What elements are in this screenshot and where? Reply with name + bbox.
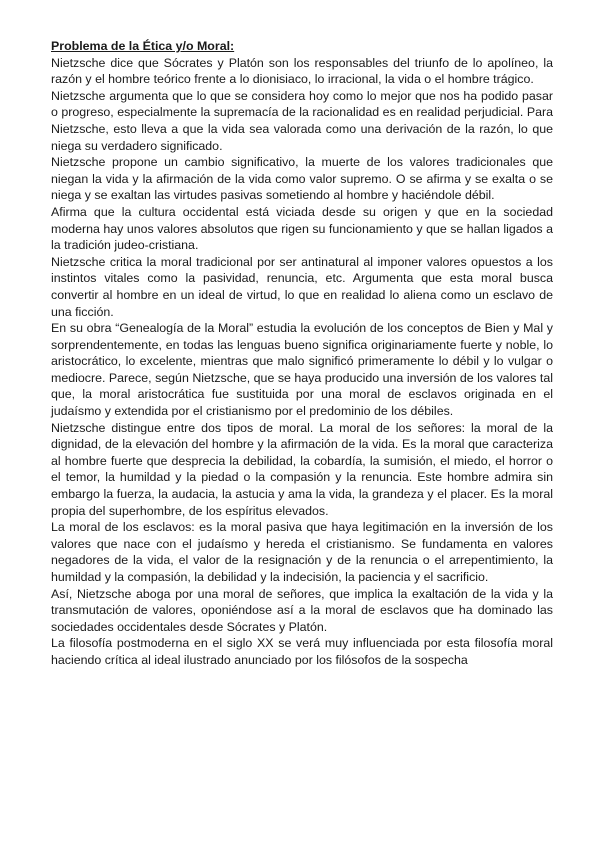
paragraph-postmoderna: La filosofía postmoderna en el siglo XX se verá muy influenciada por esta filosofía moral haciendo crítica al ideal ilustrado anunciado por los filósofos de la sospecha bbox=[51, 636, 553, 667]
paragraph-progreso-racionalidad: Nietzsche argumenta que lo que se considera hoy como lo mejor que nos ha podido pasar o progreso, especialmente la supremacía de la racionalidad es en realidad perjudicial. Para Nietzsche, esto lleva a que la vida sea valorada como una derivación de la razón, lo que niega su verdadero significado. bbox=[51, 88, 553, 153]
paragraph-moral-esclavos: La moral de los esclavos: es la moral pasiva que haya legitimación en la inversión de los valores que nace con el judaísmo y hereda el cristianismo. Se fundamenta en valores negadores de la vida, el valor de la resignación y de la renuncia o el arrepentimiento, la humildad y la compasión, la debilidad y la indecisión, la paciencia y el sacrificio. bbox=[51, 520, 553, 584]
paragraph-conclusion: Así, Nietzsche aboga por una moral de señores, que implica la exaltación de la vida y la transmutación de valores, oponiéndose así a la moral de esclavos que ha dominado las sociedades occidentales desde Sócrates y Platón. bbox=[51, 586, 553, 634]
paragraph-cultura-occidental: Afirma que la cultura occidental está viciada desde su origen y que en la sociedad moderna hay unos valores absolutos que rigen su funcionamiento y que se hallan ligados a la tradición judeo-cristiana. bbox=[51, 204, 553, 253]
paragraph-genealogia: En su obra “Genealogía de la Moral” estudia la evolución de los conceptos de Bien y Mal y sorprendentemente, en todas las lenguas bueno significa originariamente fuerte y noble, lo aristocrático, lo excelente, mientras que malo significó primeramente lo débil y lo vulgar o mediocre. Parece, según Nietzsche, que se haya producido una inversión de los valores tal que, la moral aristocrática fue sustituida por una moral de esclavos originada en el judaísmo y extendida por el cristianismo por el predominio de los débiles. bbox=[51, 321, 553, 419]
paragraph-critica-moral: Nietzsche critica la moral tradicional por ser antinatural al imponer valores opuestos a los instintos vitales como la pasividad, renuncia, etc. Argumenta que esta moral busca convertir al hombre en un ideal de virtud, lo que en realidad lo aliena como un esclavo de una ficción. bbox=[51, 254, 553, 319]
document-page bbox=[51, 38, 553, 669]
paragraph-socrates-platon: Nietzsche dice que Sócrates y Platón son los responsables del triunfo de lo apolíneo, la razón y el hombre teórico frente a lo dionisiaco, lo irracional, la vida o el hombre trágico. bbox=[51, 55, 553, 87]
document-title: Problema de la Ética y/o Moral: bbox=[51, 39, 235, 53]
paragraph-moral-senores: Nietzsche distingue entre dos tipos de moral. La moral de los señores: la moral de la dignidad, de la elevación del hombre y la afirmación de la vida. Es la moral que caracteriza al hombre fuerte que desprecia la debilidad, la cobardía, la sumisión, el miedo, el horror o el temor, la humildad y la piedad o la compasión y la renuncia. Este hombre admira sin embargo la fuerza, la audacia, la astucia y ama la vida, la grandeza y el placer. Es la moral propia del superhombre, de los espíritus elevados. bbox=[51, 420, 553, 518]
paragraph-muerte-valores: Nietzsche propone un cambio significativo, la muerte de los valores tradicionales que niegan la vida y la afirmación de la vida como valor supremo. O se afirma y se exalta o se niega y se exaltan las virtudes pasivas sometiendo al hombre y haciéndole débil. bbox=[51, 155, 553, 203]
